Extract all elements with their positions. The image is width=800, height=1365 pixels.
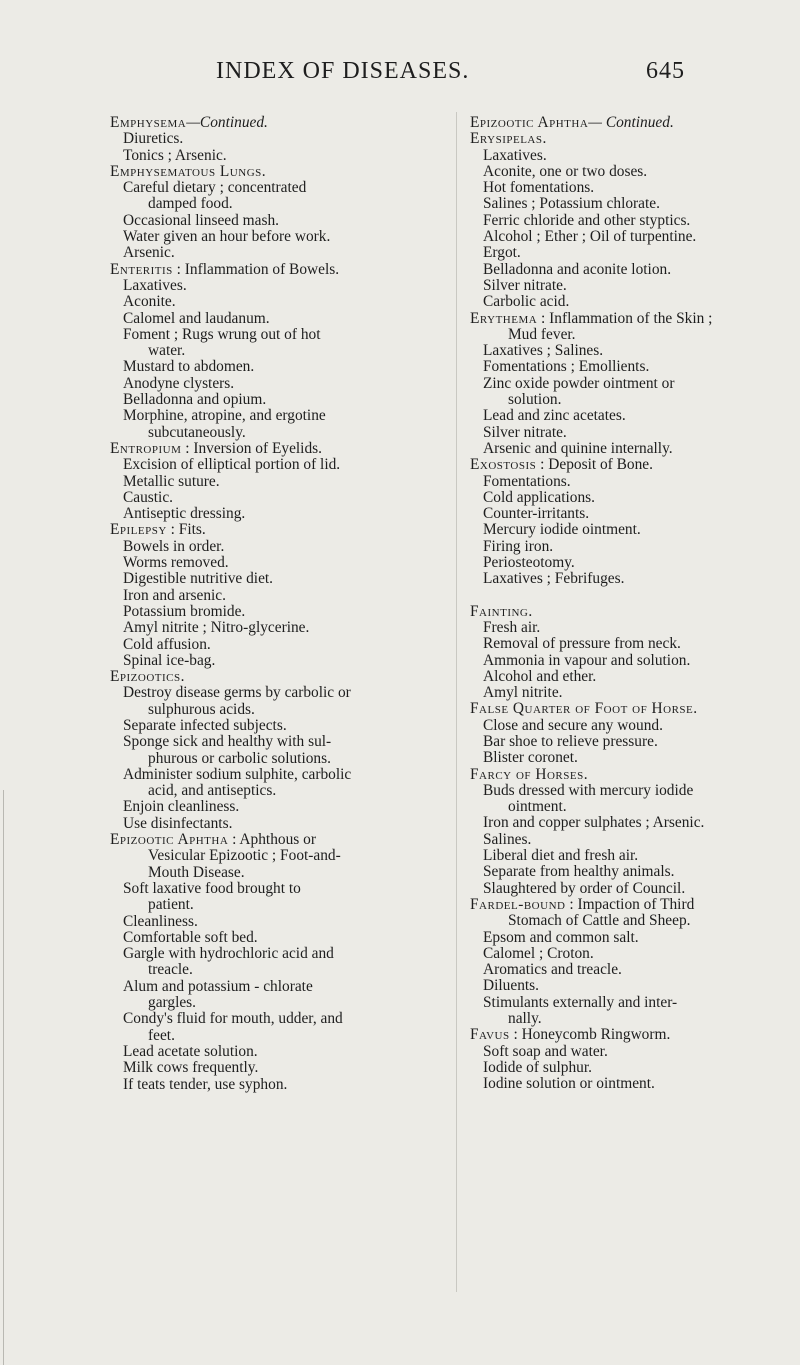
index-heading	[110, 115, 445, 131]
treatment-entry: Laxatives ; Febrifuges.	[483, 570, 625, 588]
treatment-entry: Fresh air.	[483, 618, 541, 636]
disease-term: Erythema	[470, 309, 538, 327]
treatment-entry: Slaughtered by order of Council.	[483, 879, 686, 897]
heading-description: : Fits.	[166, 521, 206, 539]
running-title: INDEX OF DISEASES.	[216, 58, 470, 84]
treatment-entry: Morphine, atropine, and ergotine	[123, 407, 326, 425]
treatment-entry: Ferric chloride and other styptics.	[483, 211, 691, 229]
treatment-entry: Firing iron.	[483, 537, 554, 555]
index-heading	[470, 604, 790, 620]
treatment-entry: Removal of pressure from neck.	[483, 635, 681, 653]
heading-description: : Deposit of Bone.	[536, 456, 653, 474]
treatment-entry: Fomentations.	[483, 472, 571, 490]
treatment-entry: Alcohol ; Ether ; Oil of turpentine.	[483, 228, 697, 246]
disease-term: Farcy of Horses.	[470, 765, 589, 783]
disease-term: Epizootics.	[110, 668, 185, 686]
entry-continuation: treacle.	[148, 961, 193, 979]
treatment-entry: Zinc oxide powder ointment or	[483, 374, 675, 392]
treatment-entry: Epsom and common salt.	[483, 928, 639, 946]
treatment-entry: Water given an hour before work.	[123, 228, 331, 246]
index-heading	[470, 457, 790, 473]
treatment-entry: Soft laxative food brought to	[123, 879, 301, 897]
treatment-entry: Worms removed.	[123, 554, 229, 572]
treatment-entry: Ergot.	[483, 244, 521, 262]
treatment-entry: Salines.	[483, 830, 532, 848]
entry-continuation: water.	[148, 342, 186, 360]
treatment-entry: Diluents.	[483, 977, 540, 995]
treatment-entry: Lead and zinc acetates.	[483, 407, 626, 425]
treatment-entry: Occasional linseed mash.	[123, 211, 279, 229]
treatment-entry: Tonics ; Arsenic.	[123, 146, 227, 164]
treatment-entry: Belladonna and opium.	[123, 391, 267, 409]
treatment-entry: Careful dietary ; concentrated	[123, 179, 307, 197]
treatment-entry: Enjoin cleanliness.	[123, 798, 240, 816]
heading-description: — Continued.	[588, 114, 674, 131]
heading-description: : Inflammation of the Skin ;	[537, 309, 713, 327]
entry-continuation: phurous or carbolic solutions.	[148, 749, 331, 767]
index-heading	[470, 897, 790, 913]
entry-continuation: nally.	[508, 1010, 542, 1028]
page-header	[0, 58, 800, 94]
treatment-entry: Amyl nitrite.	[483, 684, 563, 702]
treatment-entry: Laxatives ; Salines.	[483, 342, 604, 360]
treatment-entry: Sponge sick and healthy with sul-	[123, 733, 332, 751]
treatment-entry: Separate from healthy animals.	[483, 863, 675, 881]
heading-description: —Continued.	[186, 114, 268, 131]
treatment-entry: Alcohol and ether.	[483, 667, 597, 685]
treatment-entry: Digestible nutritive diet.	[123, 570, 274, 588]
treatment-entry: Laxatives.	[483, 146, 547, 164]
treatment-entry: Cold affusion.	[123, 635, 211, 653]
index-heading	[470, 767, 790, 783]
treatment-entry: Close and secure any wound.	[483, 716, 663, 734]
section-gap	[470, 588, 790, 604]
entry-continuation: Stomach of Cattle and Sheep.	[508, 912, 691, 930]
disease-term: Epizootic Aphtha	[470, 114, 589, 131]
treatment-entry: Aconite.	[123, 293, 176, 311]
treatment-entry: Silver nitrate.	[483, 423, 567, 441]
treatment-entry: Mustard to abdomen.	[123, 358, 255, 376]
index-heading	[470, 311, 790, 327]
heading-description: : Inflammation of Bowels.	[172, 260, 340, 278]
right-column	[470, 115, 790, 1093]
treatment-entry: Carbolic acid.	[483, 293, 570, 311]
entry-continuation: ointment.	[508, 798, 567, 816]
heading-description: : Inversion of Eyelids.	[181, 439, 322, 457]
treatment-entry: Lead acetate solution.	[123, 1042, 258, 1060]
entry-continuation: feet.	[148, 1026, 175, 1044]
treatment-entry: Potassium bromide.	[123, 602, 246, 620]
treatment-entry: Silver nitrate.	[483, 276, 567, 294]
treatment-entry: Destroy disease germs by carbolic or	[123, 684, 351, 702]
treatment-entry: Iron and copper sulphates ; Arsenic.	[483, 814, 705, 832]
entry-continuation: Vesicular Epizootic ; Foot-and-	[148, 847, 341, 865]
treatment-entry: Caustic.	[123, 488, 174, 506]
entry-continuation: subcutaneously.	[148, 423, 246, 441]
index-heading	[110, 522, 445, 538]
treatment-entry: Cold applications.	[483, 488, 595, 506]
treatment-entry: Antiseptic dressing.	[123, 505, 246, 523]
treatment-entry: Calomel and laudanum.	[123, 309, 270, 327]
treatment-entry: Excision of elliptical portion of lid.	[123, 456, 341, 474]
treatment-entry: Fomentations ; Emollients.	[483, 358, 650, 376]
treatment-entry: Mercury iodide ointment.	[483, 521, 641, 539]
heading-description: : Honeycomb Ringworm.	[509, 1026, 671, 1044]
disease-term: Favus	[470, 1026, 510, 1044]
disease-term: Enteritis	[110, 260, 173, 278]
treatment-entry: Hot fomentations.	[483, 179, 595, 197]
treatment-entry: Spinal ice-bag.	[123, 651, 216, 669]
treatment-entry: Metallic suture.	[123, 472, 220, 490]
index-heading	[470, 131, 790, 147]
disease-term: Erysipelas.	[470, 130, 547, 148]
index-heading	[110, 262, 445, 278]
index-heading	[470, 115, 790, 131]
entry-continuation: gargles.	[148, 994, 197, 1012]
treatment-entry: Iodine solution or ointment.	[483, 1075, 655, 1093]
entry-continuation: Mud fever.	[508, 325, 576, 343]
disease-term: Entropium	[110, 439, 182, 457]
treatment-entry: Belladonna and aconite lotion.	[483, 260, 672, 278]
column-divider	[456, 112, 457, 1292]
treatment-entry: Periosteotomy.	[483, 554, 575, 572]
treatment-entry: Calomel ; Croton.	[483, 944, 594, 962]
treatment-entry: Comfortable soft bed.	[123, 928, 258, 946]
treatment-entry: Bar shoe to relieve pressure.	[483, 732, 658, 750]
entry-continuation: sulphurous acids.	[148, 700, 255, 718]
treatment-entry: Milk cows frequently.	[123, 1059, 259, 1077]
page-number: 645	[646, 58, 685, 84]
treatment-entry: Arsenic and quinine internally.	[483, 439, 673, 457]
treatment-entry: Buds dressed with mercury iodide	[483, 781, 694, 799]
treatment-entry: Iodide of sulphur.	[483, 1058, 593, 1076]
disease-term: Fardel-bound	[470, 895, 566, 913]
entry-continuation: acid, and antiseptics.	[148, 782, 277, 800]
heading-description: : Impaction of Third	[565, 895, 695, 913]
treatment-entry: Ammonia in vapour and solution.	[483, 651, 691, 669]
disease-term: Emphysema	[110, 114, 187, 131]
index-heading	[110, 441, 445, 457]
treatment-entry: Arsenic.	[123, 244, 175, 262]
treatment-entry: Anodyne clysters.	[123, 374, 235, 392]
index-heading	[110, 669, 445, 685]
treatment-entry: Iron and arsenic.	[123, 586, 226, 604]
treatment-entry: Aconite, one or two doses.	[483, 162, 648, 180]
treatment-entry: Blister coronet.	[483, 749, 578, 767]
treatment-entry: Stimulants externally and inter-	[483, 993, 678, 1011]
disease-term: Emphysematous Lungs.	[110, 162, 267, 180]
treatment-entry: Liberal diet and fresh air.	[483, 847, 639, 865]
disease-term: Fainting.	[470, 602, 533, 620]
treatment-entry: Diuretics.	[123, 130, 184, 148]
entry-continuation: solution.	[508, 391, 562, 409]
heading-description: : Aphthous or	[228, 831, 316, 849]
entry-continuation: damped food.	[148, 195, 233, 213]
treatment-entry: Salines ; Potassium chlorate.	[483, 195, 660, 213]
disease-term: Exostosis	[470, 456, 537, 474]
disease-term: Epilepsy	[110, 521, 167, 539]
entry-continuation: Mouth Disease.	[148, 863, 245, 881]
margin-rule	[3, 790, 4, 1365]
disease-term: False Quarter of Foot of Horse.	[470, 700, 698, 718]
treatment-entry: If teats tender, use syphon.	[123, 1075, 288, 1093]
treatment-entry: Soft soap and water.	[483, 1042, 608, 1060]
treatment-entry: Aromatics and treacle.	[483, 961, 622, 979]
disease-term: Epizootic Aphtha	[110, 831, 229, 849]
treatment-entry: Administer sodium sulphite, carbolic	[123, 765, 352, 783]
entry-continuation: patient.	[148, 896, 194, 914]
treatment-entry: Gargle with hydrochloric acid and	[123, 945, 334, 963]
treatment-entry: Bowels in order.	[123, 537, 225, 555]
treatment-entry: Amyl nitrite ; Nitro-glycerine.	[123, 619, 310, 637]
index-heading	[110, 164, 445, 180]
treatment-entry: Alum and potassium - chlorate	[123, 977, 313, 995]
left-column	[110, 115, 445, 1093]
treatment-entry: Counter-irritants.	[483, 505, 590, 523]
treatment-entry: Foment ; Rugs wrung out of hot	[123, 325, 321, 343]
index-heading	[110, 832, 445, 848]
index-heading	[470, 701, 790, 717]
treatment-entry: Separate infected subjects.	[123, 716, 287, 734]
treatment-entry: Condy's fluid for mouth, udder, and	[123, 1010, 343, 1028]
index-heading	[470, 1027, 790, 1043]
treatment-entry: Use disinfectants.	[123, 814, 233, 832]
treatment-entry: Cleanliness.	[123, 912, 198, 930]
treatment-entry: Laxatives.	[123, 276, 187, 294]
